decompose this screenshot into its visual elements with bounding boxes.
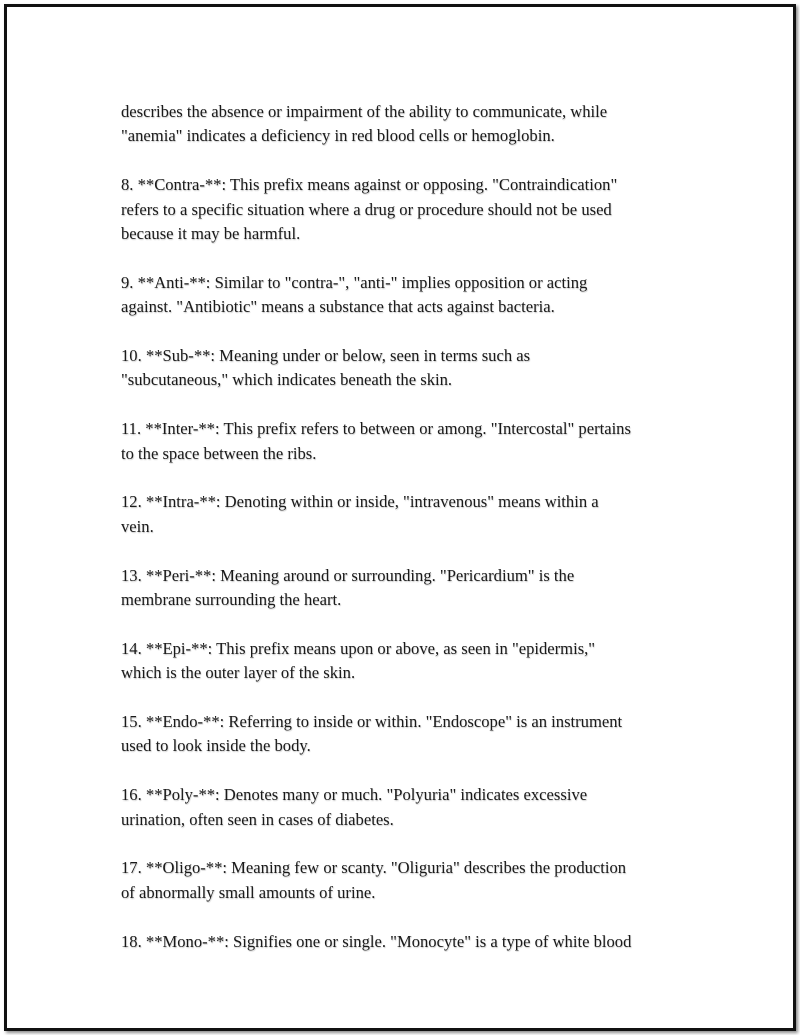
paragraph-continuation: describes the absence or impairment of the ability to communicate, while "anemia" indicates a deficiency in red blood cells or hemoglobin. xyxy=(121,102,608,146)
paragraph-item-18-mono: 18. **Mono-**: Signifies one or single. "Monocyte" is a type of white blood xyxy=(121,931,632,951)
paragraph-item-10-sub: 10. **Sub-**: Meaning under or below, seen in terms such as "subcutaneous," which indicates beneath the skin. xyxy=(121,346,531,390)
paragraph-item-12-intra: 12. **Intra-**: Denoting within or inside, "intravenous" means within a vein. xyxy=(121,492,599,536)
paragraph-item-17-oligo: 17. **Oligo-**: Meaning few or scanty. "Oliguria" describes the production of abnormally small amounts of urine. xyxy=(121,858,627,902)
paragraph-item-16-poly: 16. **Poly-**: Denotes many or much. "Polyuria" indicates excessive urination, often seen in cases of diabetes. xyxy=(121,785,588,829)
page-frame xyxy=(4,4,796,1031)
document-body xyxy=(121,100,701,978)
paragraph-item-13-peri: 13. **Peri-**: Meaning around or surrounding. "Pericardium" is the membrane surrounding the heart. xyxy=(121,565,575,610)
paragraph-item-14-epi: 14. **Epi-**: This prefix means upon or above, as seen in "epidermis," which is the outer layer of the skin. xyxy=(121,638,596,683)
paragraph-item-9-anti: 9. **Anti-**: Similar to "contra-", "anti-" implies opposition or acting against. "Antibiotic" means a substance that acts against bacteria. xyxy=(121,272,588,317)
paragraph-item-15-endo: 15. **Endo-**: Referring to inside or within. "Endoscope" is an instrument used to look inside the body. xyxy=(121,712,623,756)
paragraph-item-11-inter: 11. **Inter-**: This prefix refers to between or among. "Intercostal" pertains to the space between the ribs. xyxy=(121,419,631,463)
paragraph-item-8-contra: 8. **Contra-**: This prefix means against or opposing. "Contraindication" refers to a specific situation where a drug or procedure should not be used because it may be harmful. xyxy=(121,175,618,244)
